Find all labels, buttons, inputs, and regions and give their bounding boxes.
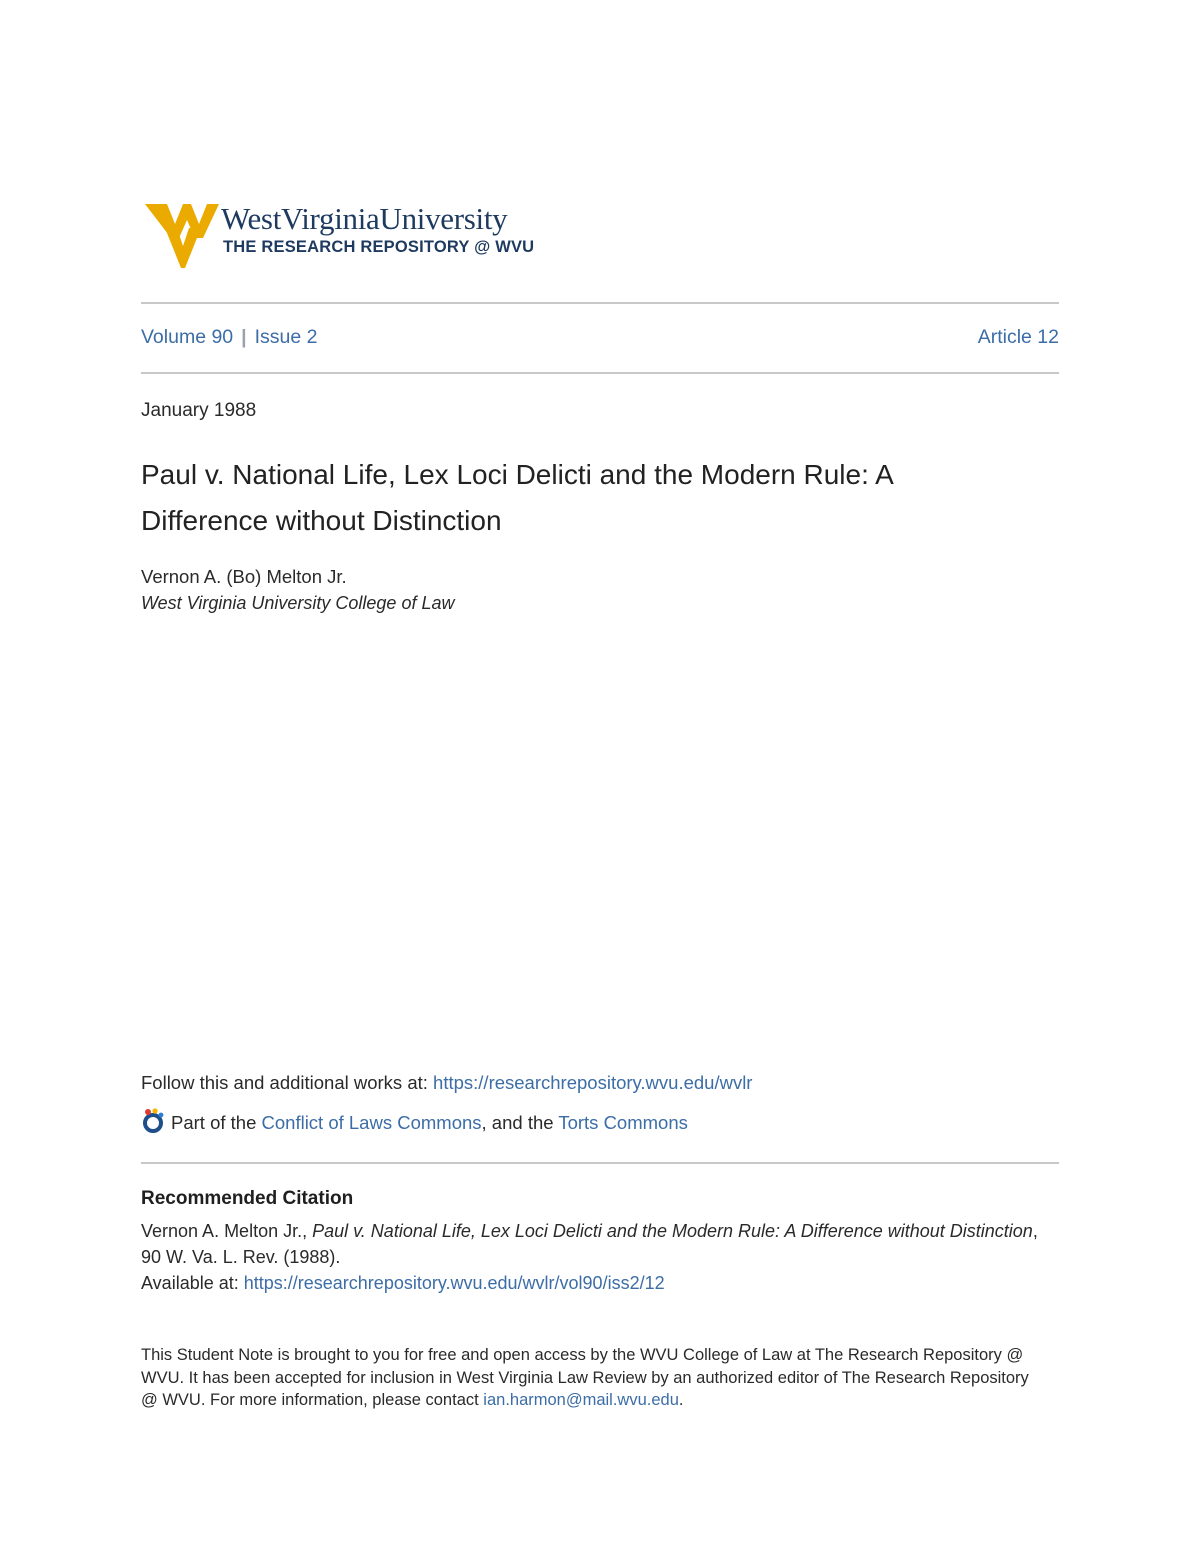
volume-link[interactable]: Volume 90 — [141, 326, 234, 348]
repository-wordmark: THE RESEARCH REPOSITORY @ WVU — [223, 238, 535, 256]
access-end: . — [678, 1391, 684, 1409]
follow-prefix: Follow this and additional works at: — [141, 1072, 434, 1093]
issue-separator: | — [241, 326, 247, 348]
divider-bottom — [141, 1162, 1059, 1164]
article-link[interactable]: Article 12 — [977, 326, 1059, 348]
citation-heading: Recommended Citation — [141, 1188, 354, 1209]
citation-title: Paul v. National Life, Lex Loci Delicti and the Modern Rule: A Difference without Distinction — [312, 1221, 1033, 1241]
author-name: Vernon A. (Bo) Melton Jr. — [141, 566, 347, 587]
access-statement — [141, 1344, 1041, 1412]
university-wordmark: WestVirginiaUniversity — [221, 201, 508, 236]
collection-url-link[interactable]: https://researchrepository.wvu.edu/wvlr — [433, 1072, 753, 1093]
citation-authors: Vernon A. Melton Jr., — [141, 1221, 313, 1241]
flying-wv-icon — [145, 202, 219, 268]
author-affiliation: West Virginia University College of Law — [141, 593, 455, 613]
article-url-link[interactable]: https://researchrepository.wvu.edu/wvlr/vol90/iss2/12 — [243, 1273, 665, 1293]
issue-link[interactable]: Issue 2 — [254, 326, 318, 348]
article-title: Paul v. National Life, Lex Loci Delicti and the Modern Rule: A Difference without Distinction — [141, 459, 893, 536]
divider-middle — [141, 372, 1059, 374]
publication-date: January 1988 — [141, 400, 257, 421]
part-of-middle: , and the — [481, 1112, 559, 1133]
divider-top — [141, 302, 1059, 304]
citation-body — [141, 1218, 1041, 1296]
torts-commons-link[interactable]: Torts Commons — [558, 1112, 688, 1133]
part-of-prefix: Part of the — [171, 1112, 262, 1133]
contact-email-link[interactable]: ian.harmon@mail.wvu.edu — [483, 1391, 679, 1409]
follow-line — [141, 1072, 752, 1094]
cover-page — [141, 0, 1059, 1553]
issue-bar — [141, 326, 1059, 356]
part-of-line — [141, 1108, 688, 1138]
wvu-logo[interactable] — [145, 200, 575, 270]
available-prefix: Available at: — [141, 1273, 244, 1293]
access-text: This Student Note is brought to you for free and open access by the WVU College of Law at The Research Repository @ WVU. It has been accepted for inclusion in West Virginia Law Review by an authorized editor of The Research Repository @ WVU. For more information, please contact — [141, 1346, 1029, 1409]
conflict-of-laws-commons-link[interactable]: Conflict of Laws Commons — [261, 1112, 482, 1133]
citation-source: , 90 W. Va. L. Rev. (1988). — [141, 1221, 1038, 1267]
bepress-network-icon — [141, 1108, 167, 1134]
